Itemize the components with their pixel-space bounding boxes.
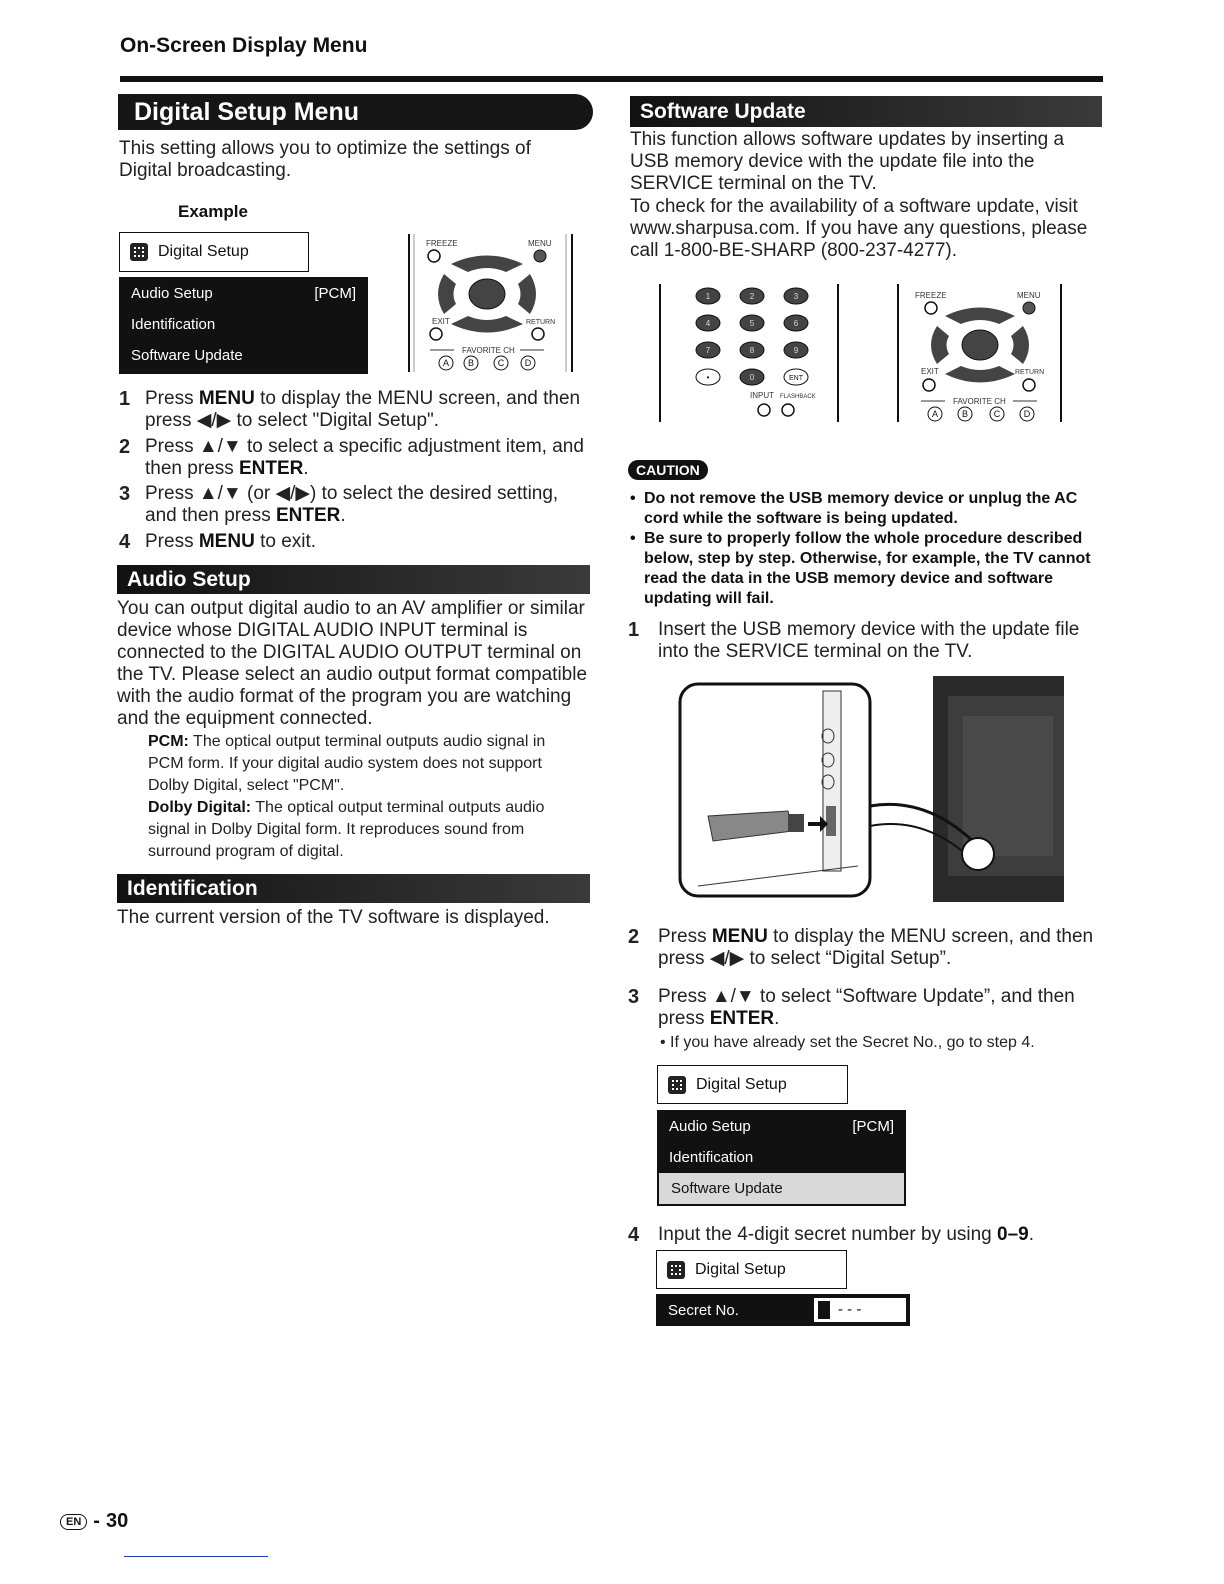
button-d: D xyxy=(524,358,532,368)
page-footer: EN - 30 xyxy=(60,1510,128,1533)
button-c-2: C xyxy=(993,409,1001,419)
return-label: RETURN xyxy=(526,319,556,326)
su-step-2: 2 Press MENU to display the MENU screen, and then press ◀/▶ to select “Digital Setup”. xyxy=(628,926,1094,969)
exit-label: EXIT xyxy=(432,317,450,326)
key-3: 3 xyxy=(793,292,799,301)
digital-setup-menu-title: Digital Setup Menu xyxy=(118,94,593,130)
identification-title: Identification xyxy=(117,874,590,903)
digital-setup-icon-2 xyxy=(668,1076,686,1094)
caution-item-1: • Do not remove the USB memory device or unplug the AC cord while the software is being updated. xyxy=(628,489,1100,529)
usb-insert-illustration xyxy=(678,676,1064,902)
button-a: A xyxy=(442,358,450,368)
caution-item-2: • Be sure to properly follow the whole procedure described below, step by step. Otherwise, for example, the TV cannot read the data in the USB memory device and software updating will fail. xyxy=(628,529,1100,609)
button-c: C xyxy=(497,358,505,368)
key-ent: ENT xyxy=(789,375,803,382)
freeze-label: FREEZE xyxy=(426,239,458,248)
step-1: 1 Press MENU to display the MENU screen, and then press ◀/▶ to select "Digital Setup". xyxy=(119,388,581,431)
caution-list xyxy=(628,489,1100,609)
key-7: 7 xyxy=(705,346,711,355)
software-update-title: Software Update xyxy=(630,96,1102,127)
secret-no-field[interactable]: - - - xyxy=(814,1298,906,1322)
remote-control-diagram-2 xyxy=(895,282,1070,427)
exit-label-2: EXIT xyxy=(921,367,939,376)
digital-setup-intro: This setting allows you to optimize the settings of Digital broadcasting. xyxy=(119,138,531,181)
osd-header xyxy=(119,232,309,272)
key-dot: • xyxy=(706,373,710,382)
favorite-ch-label: FAVORITE CH xyxy=(462,346,515,355)
digital-setup-icon-3 xyxy=(667,1261,685,1279)
su-step-4: 4 Input the 4-digit secret number by using 0–9. xyxy=(628,1224,1035,1246)
su-step-1: 1 Insert the USB memory device with the update file into the SERVICE terminal on the TV. xyxy=(628,619,1080,662)
osd-menu xyxy=(119,277,368,374)
osd2-header: Digital Setup xyxy=(657,1065,848,1104)
pcm-description: PCM: The optical output terminal outputs audio signal in PCM form. If your digital audio system does not support Dolby Digital, select "PCM". xyxy=(148,733,546,794)
key-5: 5 xyxy=(749,319,755,328)
osd2-menu xyxy=(657,1110,906,1206)
key-9: 9 xyxy=(793,346,799,355)
step-3: 3 Press ▲/▼ (or ◀/▶) to select the desired setting, and then press ENTER. xyxy=(119,483,559,526)
osd-header-label: Digital Setup xyxy=(158,243,249,260)
software-update-intro: This function allows software updates by inserting a USB memory device with the update file into the SERVICE terminal on the TV. xyxy=(630,129,1065,194)
audio-setup-body: You can output digital audio to an AV amplifier or similar device whose DIGITAL AUDIO INPUT terminal is connected to the DIGITAL AUDIO OUTPUT terminal on the TV. Please select an audio output format compatible with the audio format of the program you are watching and the equipment connected. xyxy=(117,598,588,729)
page-number: 30 xyxy=(105,1510,129,1532)
secret-no-label: Secret No. xyxy=(668,1301,739,1319)
digital-setup-icon xyxy=(130,243,148,261)
osd2-item-software-update-selected: Software Update xyxy=(659,1173,904,1204)
numpad-remote-diagram xyxy=(656,282,846,427)
caution-badge-wrap xyxy=(628,462,708,480)
audio-setup-title: Audio Setup xyxy=(117,565,590,594)
key-4: 4 xyxy=(705,319,711,328)
input-label: INPUT xyxy=(750,391,774,400)
page-header: On-Screen Display Menu xyxy=(120,34,368,57)
header-rule xyxy=(120,76,1103,82)
osd2-item-audio-setup: Audio Setup [PCM] xyxy=(669,1118,894,1135)
footer-rule xyxy=(124,1556,268,1557)
example-label: Example xyxy=(178,202,248,221)
remote-control-diagram xyxy=(406,232,576,376)
button-a-2: A xyxy=(931,409,939,419)
osd-item-identification: Identification xyxy=(131,316,216,333)
key-0: 0 xyxy=(749,373,755,382)
key-1: 1 xyxy=(705,292,711,301)
step-4: 4 Press MENU to exit. xyxy=(119,531,317,553)
osd2-item-identification: Identification xyxy=(669,1149,754,1166)
osd-item-software-update: Software Update xyxy=(131,347,243,364)
su-step-3: 3 Press ▲/▼ to select “Software Update”, and then press ENTER. xyxy=(628,986,1075,1029)
button-b: B xyxy=(467,358,475,368)
su-step-3-note: • If you have already set the Secret No., go to step 4. xyxy=(660,1034,1035,1051)
menu-label-2: MENU xyxy=(1017,291,1041,300)
freeze-label-2: FREEZE xyxy=(915,291,947,300)
caution-badge: CAUTION xyxy=(628,460,708,480)
step-2: 2 Press ▲/▼ to select a specific adjustment item, and then press ENTER. xyxy=(119,436,584,479)
key-8: 8 xyxy=(749,346,755,355)
button-b-2: B xyxy=(961,409,969,419)
flashback-label: FLASHBACK xyxy=(780,394,816,400)
osd3-secret-row xyxy=(656,1294,910,1326)
identification-body: The current version of the TV software is displayed. xyxy=(117,907,550,928)
menu-label: MENU xyxy=(528,239,552,248)
cursor-block xyxy=(818,1301,830,1319)
button-d-2: D xyxy=(1023,409,1031,419)
key-2: 2 xyxy=(749,292,755,301)
osd-item-audio-setup: Audio Setup [PCM] xyxy=(131,285,356,302)
language-badge: EN xyxy=(60,1514,87,1530)
software-update-check: To check for the availability of a software update, visit www.sharpusa.com. If you have any questions, please call 1-800-BE-SHARP (800-237-4277). xyxy=(630,196,1088,261)
return-label-2: RETURN xyxy=(1015,369,1045,376)
dolby-digital-description: Dolby Digital: The optical output terminal outputs audio signal in Dolby Digital form. It reproduces sound from surround program of digital. xyxy=(148,799,545,860)
favorite-ch-label-2: FAVORITE CH xyxy=(953,397,1006,406)
key-6: 6 xyxy=(793,319,799,328)
osd3-header: Digital Setup xyxy=(656,1250,847,1289)
